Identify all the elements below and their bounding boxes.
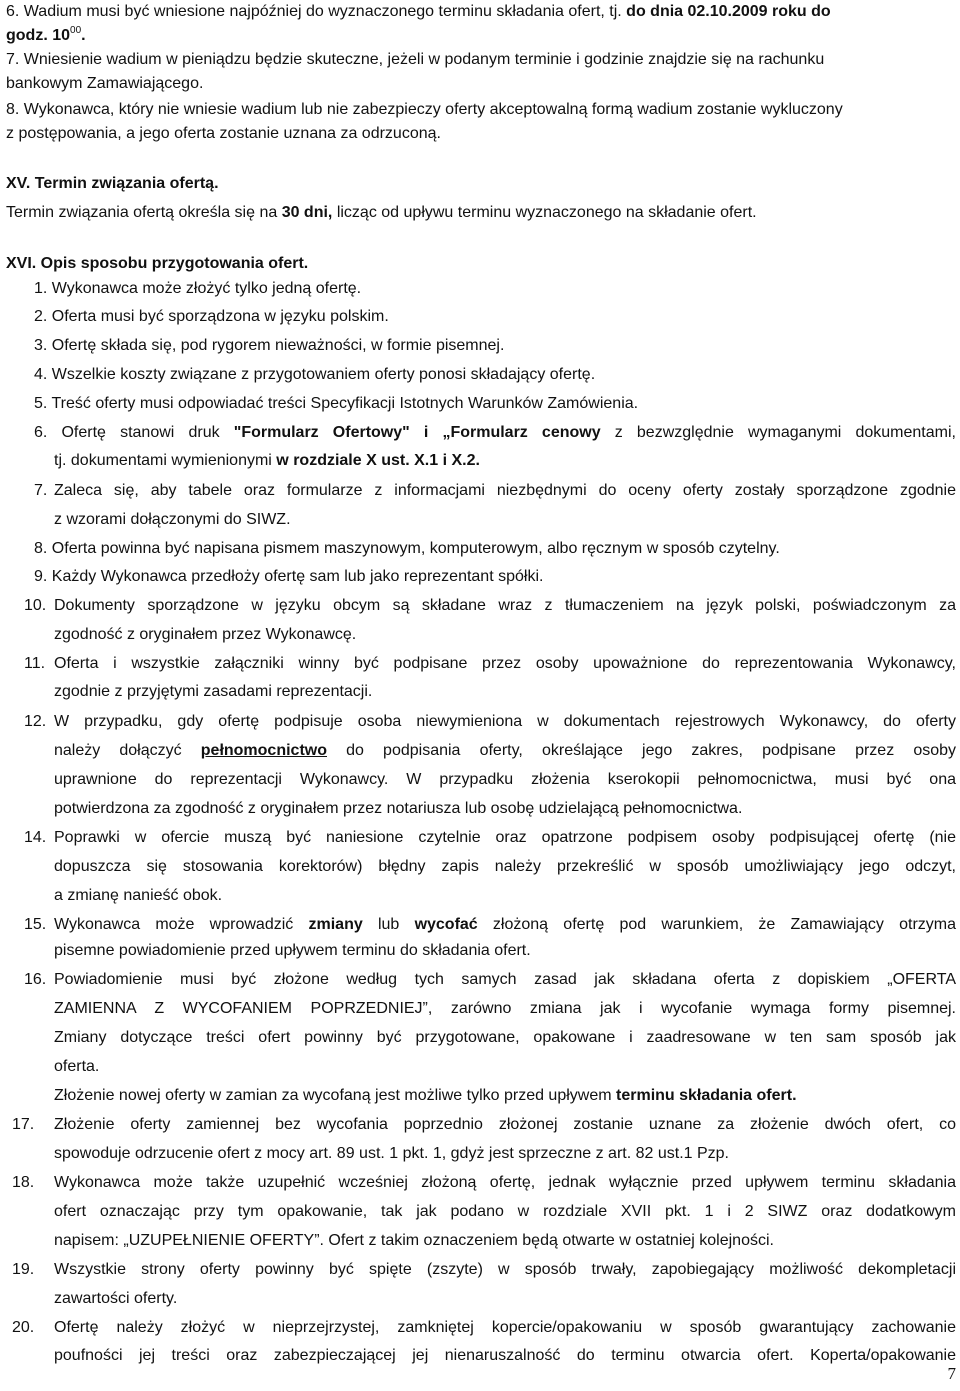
item-number-text: 7. [34,482,48,499]
item-text: do podpisania oferty, określające jego zakres, podpisane przez osoby [327,742,957,759]
item-bold-text: zmiany [308,916,363,933]
item-text: Wykonawca może wprowadzić [54,916,309,933]
item-underlined-text: pełnomocnictwo [200,742,327,759]
item-number: 1. [34,280,48,297]
item-text: z wzorami dołączonymi do SIWZ. [54,511,291,528]
item-text: Ofertę należy złożyć w nieprzejrzystej, zamkniętej kopercie/opakowaniu w sposób gwarantujący zachowanie [54,1319,956,1336]
item-bold-text: do dnia 02.10.2009 roku do [626,3,831,20]
heading-text: XV. Termin związania ofertą. [6,175,219,192]
item-number: 5. [34,395,48,412]
list-item-continuation [54,1198,956,1225]
item-bold-text: . [81,27,86,44]
item-number [12,1111,34,1138]
item-text: Wykonawca może także uzupełnić wcześniej złożoną ofertę, jednak wyłącznie przed upływem terminu składania [54,1174,956,1191]
item-number [24,911,46,938]
item-bold-text: wycofać [414,916,478,933]
item-number [12,1169,34,1196]
item-number: 8. [6,101,20,118]
item-text: Poprawki w ofercie muszą być naniesione czytelnie oraz opatrzone podpisem osoby podpisującej ofertę (nie [54,829,956,846]
list-item-continuation [6,120,441,147]
item-number: 8. [34,540,48,557]
item-number [24,650,45,677]
item-number: 7. [6,51,20,68]
item-text: uprawnione do reprezentacji Wykonawcy. W przypadku złożenia kserokopii pełnomocnictwa, musi być ona [54,771,956,788]
item-number-text: 10. [24,597,47,614]
item-number-text: 16. [24,971,47,988]
item-text: Powiadomienie musi być złożone według tych samych zasad jak składana oferta z dopiskiem „OFERTA [54,971,956,988]
item-text: ofert oznaczając przy tym opakowanie, tak jak podano w rozdziale XVII pkt. 1 i 2 SIWZ oraz dodatkowym [54,1203,956,1220]
list-item [34,332,504,359]
heading-text: XVI. Opis sposobu przygotowania ofert. [6,255,309,272]
list-item [34,563,543,590]
list-item-continuation [54,1342,956,1369]
list-item [6,0,831,25]
item-bold-text: "Formularz Ofertowy" i „Formularz cenowy [233,424,601,441]
list-item-text [54,650,956,677]
item-text: Oferta powinna być napisana pismem maszynowym, komputerowym, albo ręcznym w sposób czytelny. [51,540,780,557]
item-text: z postępowania, a jego oferta zostanie uznana za odrzuconą. [6,125,441,142]
item-text: ZAMIENNA Z WYCOFANIEM POPRZEDNIEJ”, zarówno zmiana jak i wycofanie wymaga formy pisemnej. [54,1000,956,1017]
item-number: 9. [34,568,48,585]
item-number: 6. [34,424,48,441]
list-item-continuation [54,621,356,648]
item-text: zgodnie z przyjętymi zasadami reprezentacji. [54,683,373,700]
item-text: zawartości oferty. [54,1290,178,1307]
list-item-continuation [54,1227,774,1254]
item-text: Zmiany dotyczące treści ofert powinny być przygotowane, opakowane i zaadresowane w ten sam sposób jak [54,1029,956,1046]
list-item [34,361,595,388]
list-item [34,303,389,330]
item-number: 6. [6,3,20,20]
list-item [6,96,843,123]
item-text: Oferta i wszystkie załączniki winny być podpisane przez osoby upoważnione do reprezentowania Wykonawcy, [54,655,956,672]
list-item-continuation [54,737,956,764]
list-item-continuation [54,853,956,880]
item-text: bankowym Zamawiającego. [6,75,204,92]
list-item [34,535,780,562]
item-bold-text: w rozdziale X ust. X.1 i X.2. [276,452,480,469]
item-text: Wadium musi być wniesione najpóźniej do wyznaczonego terminu składania ofert, tj. [19,3,627,20]
item-bold-text: terminu składania ofert. [616,1087,797,1104]
paragraph-text: Termin związania ofertą określa się na [6,204,282,221]
list-item-text [54,477,956,504]
list-item-continuation [54,1140,729,1167]
item-number-text: 18. [12,1174,35,1191]
item-number [24,708,46,735]
item-number [34,477,47,504]
item-number [24,966,46,993]
item-text: Złożenie nowej oferty w zamian za wycofaną jest możliwe tylko przed upływem [54,1087,617,1104]
item-number-text: 11. [24,655,46,672]
list-item-continuation [54,1024,956,1051]
item-text: Dokumenty sporządzone w języku obcym są składane wraz z tłumaczeniem na język polski, poświadczonym za [54,597,956,614]
item-text: Zaleca się, aby tabele oraz formularze z informacjami niezbędnymi do oceny oferty zostały sporządzone zgodnie [54,482,956,499]
list-item-continuation [6,22,86,49]
item-number [12,1256,34,1283]
item-number: 2. [34,308,48,325]
item-text: potwierdzona za zgodność z oryginałem przez notariusza lub osobę udzielającą pełnomocnictwa. [54,800,743,817]
item-text: Wszystkie strony oferty powinny być spięte (zszyte) w sposób trwały, zapobiegający możliwość dekompletacji [54,1261,956,1278]
list-item-continuation [54,766,956,793]
item-text: Ofertę stanowi druk [47,424,234,441]
item-text: poufności jej treści oraz zabezpieczającej jej nienaruszalność do terminu otwarcia ofert. Koperta/opakowanie [54,1347,956,1364]
item-text: należy dołączyć [54,742,201,759]
item-text: Wykonawca może złożyć tylko jedną ofertę. [47,280,362,297]
item-number-text: 14. [24,829,47,846]
superscript: 00 [70,24,82,36]
list-item-continuation [54,447,480,474]
item-text: Wniesienie wadium w pieniądzu będzie skuteczne, jeżeli w podanym terminie i godzinie znajdzie się na rachunku [19,51,825,68]
item-text: Ofertę składa się, pod rygorem nieważności, w formie pisemnej. [47,337,505,354]
list-item [34,275,361,302]
list-item-continuation [54,795,742,822]
item-text: a zmianę nanieść obok. [54,887,223,904]
list-item-text [54,592,956,619]
item-text: dopuszcza się stosowania korektorów) błędny zapis należy przekreślić w sposób umożliwiający jego odczyt, [54,858,956,875]
list-item-continuation [54,1285,177,1312]
list-item [6,46,824,73]
item-text: Oferta musi być sporządzona w języku polskim. [47,308,389,325]
list-item-continuation [54,1053,99,1080]
list-item-text [54,911,956,938]
item-number [12,1314,34,1341]
item-text: Każdy Wykonawca przedłoży ofertę sam lub jako reprezentant spółki. [51,568,544,585]
item-text: napisem: „UZUPEŁNIENIE OFERTY”. Ofert z takim oznaczeniem będą otwarte w ostatniej kolejności. [54,1232,774,1249]
item-text: Wykonawca, który nie wniesie wadium lub nie zabezpieczy oferty akceptowalną formą wadium zostanie wykluczony [19,101,843,118]
list-item-continuation [54,506,291,533]
item-text: oferta. [54,1058,100,1075]
item-number [24,824,46,851]
list-item-text [54,1111,956,1138]
page-number: 7 [947,1364,956,1383]
list-item-continuation [54,882,222,909]
list-item-continuation [54,678,372,705]
list-item [34,419,956,446]
section-heading [6,170,219,197]
item-text: z bezwzględnie wymaganymi dokumentami, [600,424,956,441]
item-bold-text: godz. 10 [6,27,71,44]
paragraph-text: licząc od upływu terminu wyznaczonego na składanie ofert. [332,204,757,221]
item-text: spowoduje odrzucenie ofert z mocy art. 89 ust. 1 pkt. 1, gdyż jest sprzeczne z art. 82 ust.1 Pzp. [54,1145,729,1162]
section-heading [6,250,308,277]
list-item-text [54,824,956,851]
list-item-text [54,966,956,993]
item-text: złożoną ofertę pod warunkiem, że Zamawiający otrzyma [477,916,956,933]
item-text: zgodność z oryginałem przez Wykonawcę. [54,626,357,643]
item-number: 3. [34,337,48,354]
paragraph-bold-text: 30 dni, [281,204,333,221]
section-paragraph [6,199,757,226]
item-text: Wszelkie koszty związane z przygotowaniem oferty ponosi składający ofertę. [47,366,596,383]
item-number-text: 19. [12,1261,35,1278]
item-number-text: 20. [12,1319,35,1336]
item-text: tj. dokumentami wymienionymi [54,452,277,469]
item-text: Treść oferty musi odpowiadać treści Specyfikacji Istotnych Warunków Zamówienia. [47,395,639,412]
list-item-text [54,1169,956,1196]
item-text: pisemne powiadomienie przed upływem terminu do składania ofert. [54,942,531,959]
list-item-continuation [54,995,956,1022]
item-number-text: 12. [24,713,47,730]
item-number: 4. [34,366,48,383]
list-item-text [54,1314,956,1341]
item-number [24,592,46,619]
item-text: lub [362,916,415,933]
list-item-continuation [54,937,531,964]
item-number-text: 15. [24,916,47,933]
list-item [34,390,638,417]
item-number-text: 17. [12,1116,35,1133]
list-item-text [54,1256,956,1283]
list-item-continuation [6,70,203,97]
item-text: Złożenie oferty zamiennej bez wycofania poprzednio złożonej zostanie uznane za złożenie dwóch ofert, co [54,1116,956,1133]
item-text: W przypadku, gdy ofertę podpisuje osoba niewymieniona w dokumentach rejestrowych Wykonawcy, do oferty [54,713,956,730]
list-item-continuation [54,1082,797,1109]
list-item-text [54,708,956,735]
